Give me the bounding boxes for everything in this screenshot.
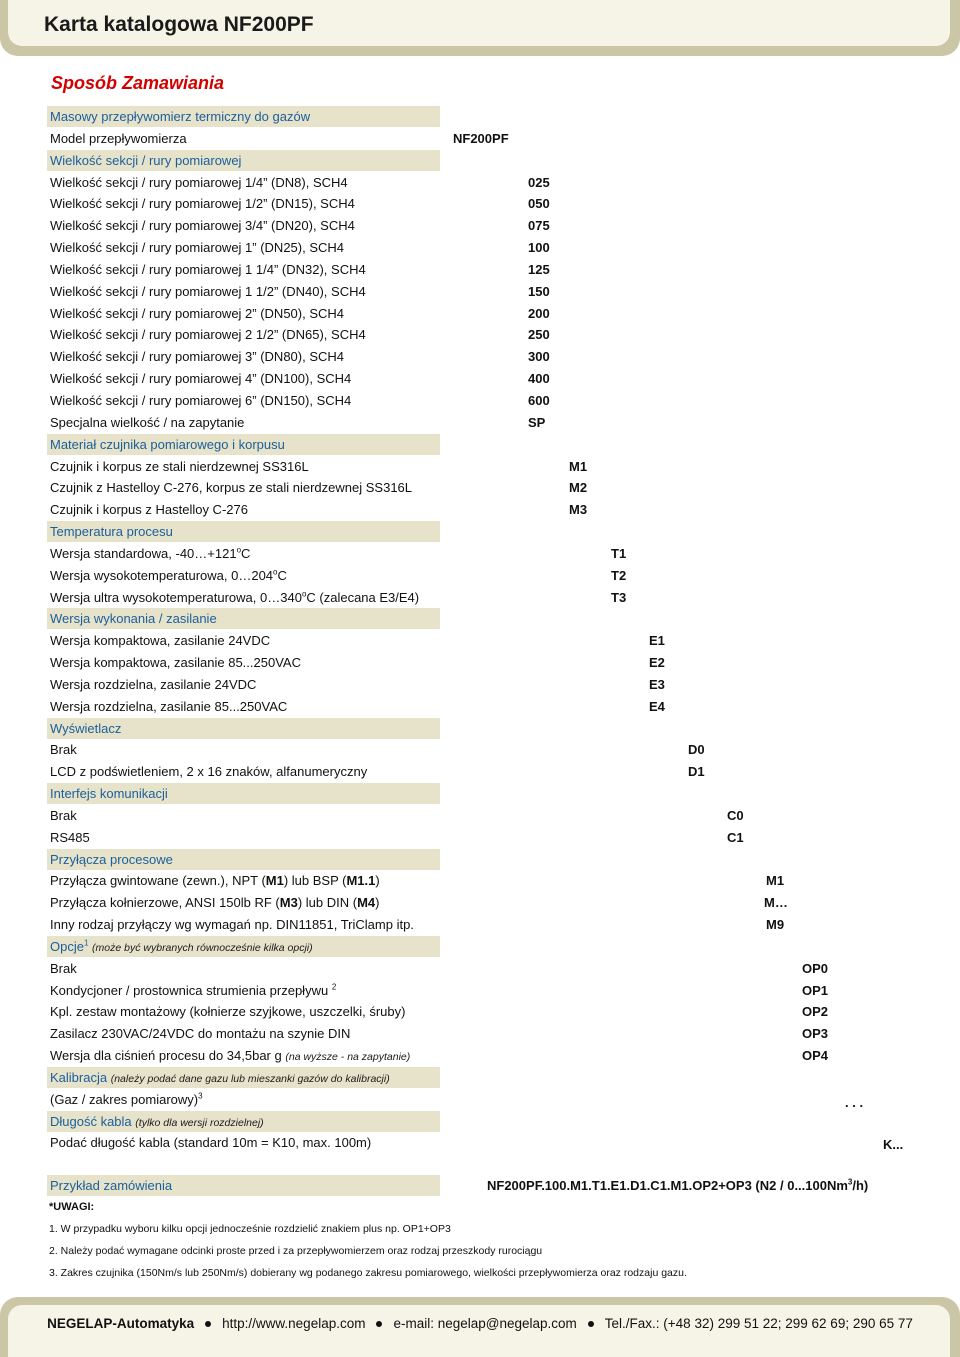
footer-contact — [0, 1316, 960, 1331]
row-connection-3: Inny rodzaj przyłączy wg wymagań np. DIN11851, TriClamp itp. — [50, 917, 414, 932]
row-size-8: Wielkość sekcji / rury pomiarowej 2 1/2” (DN65), SCH4 — [50, 327, 366, 342]
row-temp-3: Wersja ultra wysokotemperaturowa, 0…340$^o$C (zalecana E3/E4) — [50, 589, 420, 605]
code-display-1: D1 — [688, 764, 705, 779]
footer-phone: Tel./Fax.: (+48 32) 299 51 22; 299 62 69; 290 65 77 — [604, 1316, 913, 1331]
code-size-11: 600 — [528, 393, 550, 408]
row-material-3: Czujnik i korpus z Hastelloy C-276 — [50, 502, 248, 517]
code-size-10: 400 — [528, 371, 550, 386]
row-size-5: Wielkość sekcji / rury pomiarowej 1 1/4” (DN32), SCH4 — [50, 262, 366, 277]
group-header-cable: Długość kabla (tylko dla wersji rozdzielnej) — [47, 1111, 440, 1132]
row-version-4: Wersja rozdzielna, zasilanie 85...250VAC — [50, 699, 288, 714]
row-size-11: Wielkość sekcji / rury pomiarowej 6” (DN150), SCH4 — [50, 393, 352, 408]
code-material-1: M1 — [569, 459, 588, 474]
code-calibration: . . . — [845, 1095, 864, 1110]
code-material-3: M3 — [569, 502, 588, 517]
code-version-2: E2 — [649, 655, 665, 670]
code-size-9: 300 — [528, 349, 550, 364]
bullet-icon — [205, 1321, 211, 1327]
group-header-connections: Przyłącza procesowe — [47, 849, 440, 870]
code-option-0: OP0 — [802, 961, 829, 976]
footer-website-link[interactable]: http://www.negelap.com — [222, 1316, 366, 1331]
order-example-label: Przykład zamówienia — [47, 1175, 440, 1196]
row-temp-1: Wersja standardowa, $-40\dots+121^oC$ — [50, 545, 251, 561]
row-size-1: Wielkość sekcji / rury pomiarowej 1/4” (DN8), SCH4 — [50, 175, 348, 190]
code-option-1: OP1 — [802, 983, 829, 998]
group-header-masowy: Masowy przepływomierz termiczny do gazów — [47, 106, 440, 127]
note-3: 3. Zakres czujnika (150Nm/s lub 250Nm/s) dobierany wg podanego zakresu pomiarowego, wielkości przepływomierza oraz rodzaju gazu. — [49, 1267, 687, 1279]
row-display-1: LCD z podświetleniem, 2 x 16 znaków, alfanumeryczny — [50, 764, 368, 779]
code-size-8: 250 — [528, 327, 550, 342]
bullet-icon — [376, 1321, 382, 1327]
code-version-1: E1 — [649, 633, 665, 648]
footer-panel — [8, 1305, 950, 1357]
code-connection-1: M1 — [766, 873, 785, 888]
group-header-version: Wersja wykonania / zasilanie — [47, 608, 440, 629]
code-option-2: OP2 — [802, 1004, 829, 1019]
row-option-1: Kondycjoner / prostownica strumienia przepływu $^2$ — [50, 982, 337, 998]
group-header-temperature: Temperatura procesu — [47, 521, 440, 542]
row-version-3: Wersja rozdzielna, zasilanie 24VDC — [50, 677, 257, 692]
section-title: Sposób Zamawiania — [51, 73, 225, 93]
row-size-3: Wielkość sekcji / rury pomiarowej 3/4” (DN20), SCH4 — [50, 218, 355, 233]
code-cable: K... — [883, 1137, 904, 1152]
note-1: 1. W przypadku wyboru kilku opcji jednocześnie rozdzielić znakiem plus np. OP1+OP3 — [49, 1223, 451, 1235]
row-option-2: Kpl. zestaw montażowy (kołnierze szyjkowe, uszczelki, śruby) — [50, 1004, 406, 1019]
code-model: NF200PF — [453, 131, 509, 146]
code-size-2: 050 — [528, 196, 550, 211]
row-comm-0: Brak — [50, 808, 77, 823]
row-calibration: (Gaz / zakres pomiarowy)$^3$ — [50, 1091, 203, 1107]
code-size-7: 200 — [528, 306, 550, 321]
code-option-4: OP4 — [802, 1048, 829, 1063]
row-size-7: Wielkość sekcji / rury pomiarowej 2” (DN50), SCH4 — [50, 306, 345, 321]
code-size-4: 100 — [528, 240, 550, 255]
row-option-3: Zasilacz 230VAC/24VDC do montażu na szynie DIN — [50, 1026, 351, 1041]
row-version-2: Wersja kompaktowa, zasilanie 85...250VAC — [50, 655, 301, 670]
code-size-6: 150 — [528, 284, 550, 299]
row-size-6: Wielkość sekcji / rury pomiarowej 1 1/2” (DN40), SCH4 — [50, 284, 366, 299]
row-material-1: Czujnik i korpus ze stali nierdzewnej SS316L — [50, 459, 309, 474]
row-material-2: Czujnik z Hastelloy C-276, korpus ze stali nierdzewnej SS316L — [50, 480, 413, 495]
code-temp-1: T1 — [611, 546, 627, 561]
footer-email-link[interactable]: e-mail: negelap@negelap.com — [393, 1316, 577, 1331]
code-material-2: M2 — [569, 480, 588, 495]
row-connection-1: Przyłącza gwintowane (zewn.), NPT (M1) lub BSP (M1.1) — [50, 873, 380, 888]
row-model: Model przepływomierza — [50, 131, 187, 146]
row-connection-2: Przyłącza kołnierzowe, ANSI 150lb RF (M3) lub DIN (M4) — [50, 895, 380, 910]
row-temp-2: Wersja wysokotemperaturowa, 0…204$^o$C — [50, 567, 287, 583]
code-temp-3: T3 — [611, 590, 627, 605]
code-size-5: 125 — [528, 262, 550, 277]
code-connection-3: M9 — [766, 917, 785, 932]
code-version-4: E4 — [649, 699, 665, 714]
row-size-10: Wielkość sekcji / rury pomiarowej 4” (DN100), SCH4 — [50, 371, 352, 386]
code-connection-2: M… — [764, 895, 788, 910]
row-version-1: Wersja kompaktowa, zasilanie 24VDC — [50, 633, 271, 648]
code-temp-2: T2 — [611, 568, 627, 583]
notes-title: *UWAGI: — [49, 1201, 95, 1213]
code-version-3: E3 — [649, 677, 665, 692]
row-size-2: Wielkość sekcji / rury pomiarowej 1/2” (DN15), SCH4 — [50, 196, 355, 211]
code-comm-1: C1 — [727, 830, 744, 845]
code-display-0: D0 — [688, 742, 705, 757]
footer-company: NEGELAP-Automatyka — [47, 1316, 195, 1331]
group-header-material: Materiał czujnika pomiarowego i korpusu — [47, 434, 440, 455]
code-option-3: OP3 — [802, 1026, 829, 1041]
row-size-special: Specjalna wielkość / na zapytanie — [50, 415, 245, 430]
row-option-0: Brak — [50, 961, 77, 976]
page-title: Karta katalogowa NF200PF — [44, 13, 314, 36]
note-2: 2. Należy podać wymagane odcinki proste przed i za przepływomierzem oraz rodzaj przeszkody rurociągu — [49, 1245, 543, 1257]
group-header-communication: Interfejs komunikacji — [47, 783, 440, 804]
row-size-4: Wielkość sekcji / rury pomiarowej 1” (DN25), SCH4 — [50, 240, 345, 255]
order-example-code: NF200PF.100.M1.T1.E1.D1.C1.M1.OP2+OP3 (N2 / 0...100Nm$^3$/h) — [487, 1177, 869, 1193]
row-display-0: Brak — [50, 742, 77, 757]
row-option-4: Wersja dla ciśnień procesu do 34,5bar g (na wyższe - na zapytanie) — [50, 1048, 411, 1063]
code-size-special: SP — [528, 415, 546, 430]
code-size-1: 025 — [528, 175, 550, 190]
row-cable: Podać długość kabla (standard 10m = K10, max. 100m) — [50, 1135, 372, 1150]
code-comm-0: C0 — [727, 808, 744, 823]
group-header-size: Wielkość sekcji / rury pomiarowej — [47, 150, 440, 171]
group-header-calibration: Kalibracja (należy podać dane gazu lub mieszanki gazów do kalibracji) — [47, 1067, 440, 1088]
code-size-3: 075 — [528, 218, 550, 233]
row-comm-1: RS485 — [50, 830, 90, 845]
bullet-icon — [588, 1321, 594, 1327]
row-size-9: Wielkość sekcji / rury pomiarowej 3” (DN80), SCH4 — [50, 349, 345, 364]
group-header-options: Opcje$^1$ (może być wybranych równocześnie kilka opcji) — [47, 936, 440, 957]
group-header-display: Wyświetlacz — [47, 718, 440, 739]
